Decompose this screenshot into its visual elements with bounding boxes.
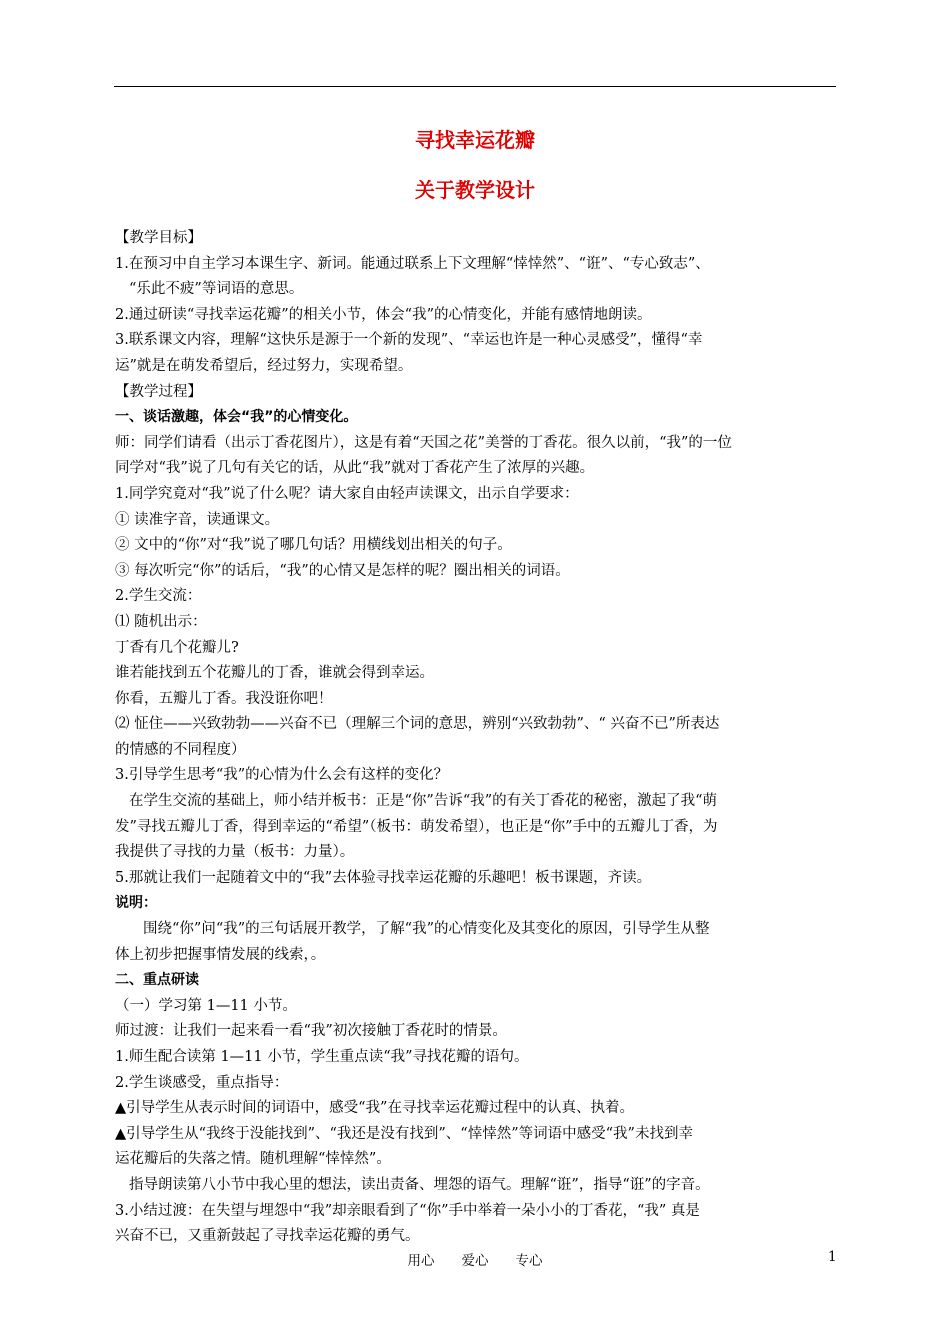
text-line: “乐此不疲”等词语的意思。 <box>129 281 304 298</box>
text-line: 1.师生配合读第 1—11 小节，学生重点读“我”寻找花瓣的语句。 <box>115 1049 529 1065</box>
text-line: 在学生交流的基础上，师小结并板书：正是“你”告诉“我”的有关丁香花的秘密，激起了我“萌 <box>129 793 718 810</box>
text-line: 师过渡：让我们一起来看一看“我”初次接触丁香花时的情景。 <box>115 1023 507 1040</box>
text-line: ② 文中的“你”对“我”说了哪几句话？用横线划出相关的句子。 <box>115 537 512 554</box>
text-line: 师：同学们请看（出示丁香花图片），这是有着“天国之花”美誉的丁香花。很久以前，“我”的一位 <box>115 434 732 451</box>
text-line: ▲引导学生从“我终于没能找到”、“我还是没有找到”、“悻悻然”等词语中感受“我”未找到幸 <box>115 1125 693 1142</box>
text-line: ① 读准字音，读通课文。 <box>115 511 280 528</box>
text-line: 【教学过程】 <box>115 383 202 400</box>
text-line: 我提供了寻找的力量（板书：力量）。 <box>115 844 355 861</box>
text-line: 体上初步把握事情发展的线索，。 <box>115 946 326 963</box>
text-line: ⑴ 随机出示： <box>115 613 207 630</box>
document-body <box>115 226 837 1250</box>
header-rule <box>114 86 836 87</box>
text-line: 2.学生交流： <box>115 588 202 605</box>
text-line: 你看，五瓣儿丁香。我没诳你吧！ <box>115 690 333 707</box>
text-line: 【教学目标】 <box>115 230 202 246</box>
text-line: 2.学生谈感受，重点指导： <box>115 1074 289 1091</box>
text-line: 发”寻找五瓣儿丁香，得到幸运的“希望”（板书：萌发希望），也正是“你”手中的五瓣儿丁香，为 <box>115 818 718 835</box>
text-line: 3.联系课文内容，理解“这快乐是源于一个新的发现”、“幸运也许是一种心灵感受”，懂得“幸 <box>115 332 703 349</box>
text-line: ▲引导学生从表示时间的词语中，感受“我”在寻找幸运花瓣过程中的认真、执着。 <box>115 1100 634 1117</box>
text-line: ③ 每次听完“你”的话后，“我”的心情又是怎样的呢？圈出相关的词语。 <box>115 562 570 579</box>
text-line: 一、谈话激趣，体会“我”的心情变化。 <box>115 409 358 426</box>
text-line: 同学对“我”说了几句有关它的话，从此“我”就对丁香花产生了浓厚的兴趣。 <box>115 460 595 477</box>
text-line: 1.在预习中自主学习本课生字、新词。能通过联系上下文理解“悻悻然”、“诳”、“专心致志”、 <box>115 255 710 272</box>
text-line: 2.通过研读“寻找幸运花瓣”的相关小节，体会“我”的心情变化，并能有感情地朗读。 <box>115 306 652 323</box>
document-subtitle: 关于教学设计 <box>415 178 535 202</box>
page-number: 1 <box>828 1249 837 1265</box>
text-line: 兴奋不已，又重新鼓起了寻找幸运花瓣的勇气。 <box>115 1228 420 1245</box>
text-line: 3.小结过渡：在失望与埋怨中“我”却亲眼看到了“你”手中举着一朵小小的丁香花，“我” 真是 <box>115 1202 700 1219</box>
text-line: 丁香有几个花瓣儿? <box>115 639 239 656</box>
text-line: 运花瓣后的失落之情。随机理解“悻悻然”。 <box>115 1151 391 1168</box>
footer-motto: 用心 爱心 专心 <box>407 1253 543 1269</box>
text-line: 1.同学究竟对“我”说了什么呢？请大家自由轻声读课文，出示自学要求： <box>115 485 579 502</box>
text-line: 的情感的不同程度） <box>115 741 246 758</box>
text-line: ⑵ 怔住——兴致勃勃——兴奋不已（理解三个词的意思，辨别“兴致勃勃”、“ 兴奋不已”所表达 <box>115 716 720 733</box>
document-title: 寻找幸运花瓣 <box>415 128 535 152</box>
text-line: （一）学习第 1—11 小节。 <box>115 997 297 1014</box>
text-line: 围绕“你”问“我”的三句话展开教学，了解“我”的心情变化及其变化的原因，引导学生从整 <box>143 921 710 938</box>
text-line: 谁若能找到五个花瓣儿的丁香，谁就会得到幸运。 <box>115 665 434 682</box>
text-line: 二、重点研读 <box>115 972 199 989</box>
text-line: 3.引导学生思考“我”的心情为什么会有这样的变化？ <box>115 767 449 784</box>
text-line: 5.那就让我们一起随着文中的“我”去体验寻找幸运花瓣的乐趣吧！板书课题，齐读。 <box>115 869 652 886</box>
text-line: 指导朗读第八小节中我心里的想法，读出责备、埋怨的语气。理解“诳”，指导“诳”的字音。 <box>129 1176 710 1193</box>
text-line: 说明： <box>115 895 157 912</box>
text-line: 运”就是在萌发希望后，经过努力，实现希望。 <box>115 357 413 374</box>
